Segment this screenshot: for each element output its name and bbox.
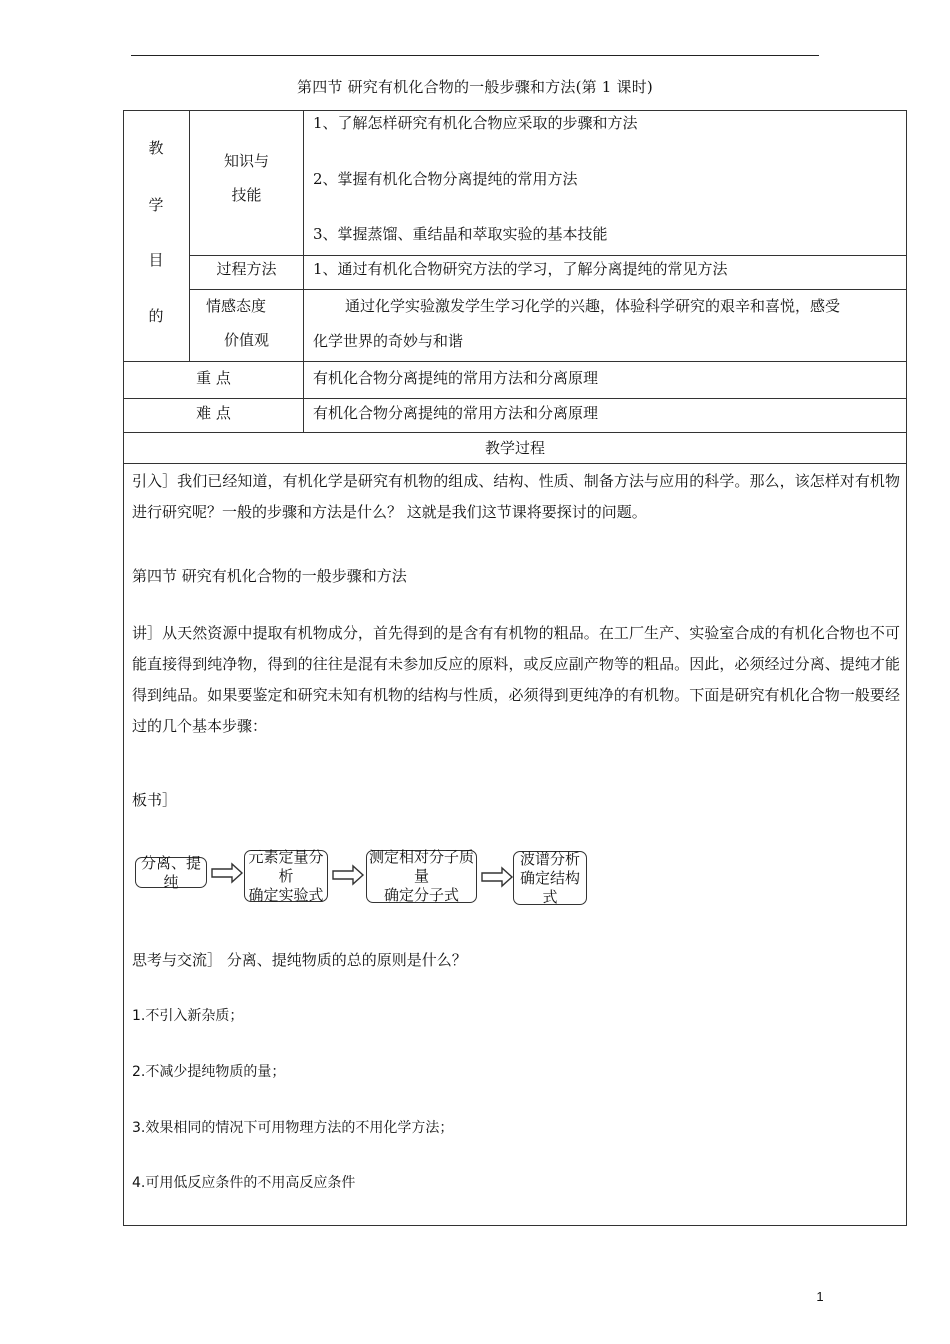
process-method-label: 过程方法 bbox=[216, 260, 277, 278]
row-header-char: 目 bbox=[148, 251, 164, 269]
knowledge-item: 1、了解怎样研究有机化合物应采取的步骤和方法 bbox=[313, 114, 638, 132]
knowledge-item: 3、掌握蒸馏、重结晶和萃取实验的基本技能 bbox=[313, 225, 608, 243]
flow-step-separation bbox=[135, 853, 207, 891]
teaching-process-header: 教学过程 bbox=[484, 439, 545, 457]
double-arrow-icon bbox=[210, 862, 244, 884]
principle-item: 4.可用低反应条件的不用高反应条件 bbox=[132, 1175, 356, 1191]
principle-item: 2.不减少提纯物质的量； bbox=[132, 1064, 286, 1080]
difficulty-text: 有机化合物分离提纯的常用方法和分离原理 bbox=[313, 404, 599, 422]
attitude-label: 价值观 bbox=[223, 331, 269, 349]
flow-step-text: 确定分子式 bbox=[383, 886, 459, 904]
flow-step-text: 元素定量分析 bbox=[248, 847, 324, 885]
principle-item: 3.效果相同的情况下可用物理方法的不用化学方法； bbox=[132, 1120, 454, 1136]
intro-paragraph: 引入］我们已经知道，有机化学是研究有机物的组成、结构、性质、制备方法与应用的科学。那么，该怎样对有机物进行研究呢？一般的步骤和方法是什么？ 这就是我们这节课将要探讨的问题。 bbox=[132, 472, 900, 521]
double-arrow-icon bbox=[331, 864, 365, 886]
flow-step-spectral-analysis bbox=[513, 851, 587, 905]
attitude-text: 化学世界的奇妙与和谐 bbox=[313, 332, 464, 350]
double-arrow-icon bbox=[480, 866, 514, 888]
board-label: 板书］ bbox=[132, 791, 178, 809]
attitude-label: 情感态度 bbox=[205, 297, 266, 315]
think-exchange-prompt: 思考与交流］ 分离、提纯物质的总的原则是什么？ bbox=[132, 951, 467, 969]
key-point-label: 重 点 bbox=[196, 369, 231, 387]
knowledge-label: 技能 bbox=[231, 186, 262, 204]
principle-item: 1.不引入新杂质； bbox=[132, 1008, 244, 1024]
lecture-paragraph: 讲］从天然资源中提取有机物成分，首先得到的是含有有机物的粗品。在工厂生产、实验室合成的有机化合物也不可能直接得到纯净物，得到的往往是混有未参加反应的原料，或反应副产物等的粗品。因此，必须经过分离、提纯才能得到纯品。如果要鉴定和研究未知有机物的结构与性质，必须得到更纯净的有机物。下面是研究有机化合物一般要经过的几个基本步骤： bbox=[132, 624, 900, 735]
flow-step-text: 测定相对分子质量 bbox=[368, 848, 474, 885]
flow-step-text: 分离、提纯 bbox=[140, 853, 201, 891]
flow-step-element-analysis bbox=[244, 847, 328, 904]
flow-step-text: 波谱分析 bbox=[519, 849, 580, 868]
section-heading: 第四节 研究有机化合物的一般步骤和方法 bbox=[132, 567, 407, 585]
page-number: 1 bbox=[816, 1289, 824, 1304]
attitude-text: 通过化学实验激发学生学习化学的兴趣，体验科学研究的艰辛和喜悦，感受 bbox=[345, 297, 841, 315]
knowledge-item: 2、掌握有机化合物分离提纯的常用方法 bbox=[313, 170, 578, 188]
header-rule bbox=[131, 55, 819, 56]
flow-step-text: 确定实验式 bbox=[248, 885, 324, 904]
key-point-text: 有机化合物分离提纯的常用方法和分离原理 bbox=[313, 369, 599, 387]
row-header-char: 的 bbox=[148, 307, 164, 325]
process-method-text: 1、通过有机化合物研究方法的学习，了解分离提纯的常见方法 bbox=[313, 260, 728, 278]
flow-step-text: 确定结构式 bbox=[519, 868, 580, 906]
document-title: 第四节 研究有机化合物的一般步骤和方法(第 1 课时) bbox=[297, 78, 653, 96]
difficulty-label: 难 点 bbox=[196, 404, 231, 422]
row-header-char: 学 bbox=[148, 196, 164, 214]
row-header-char: 教 bbox=[148, 139, 164, 157]
flow-step-molecular-mass bbox=[366, 850, 477, 903]
knowledge-label: 知识与 bbox=[223, 152, 269, 170]
